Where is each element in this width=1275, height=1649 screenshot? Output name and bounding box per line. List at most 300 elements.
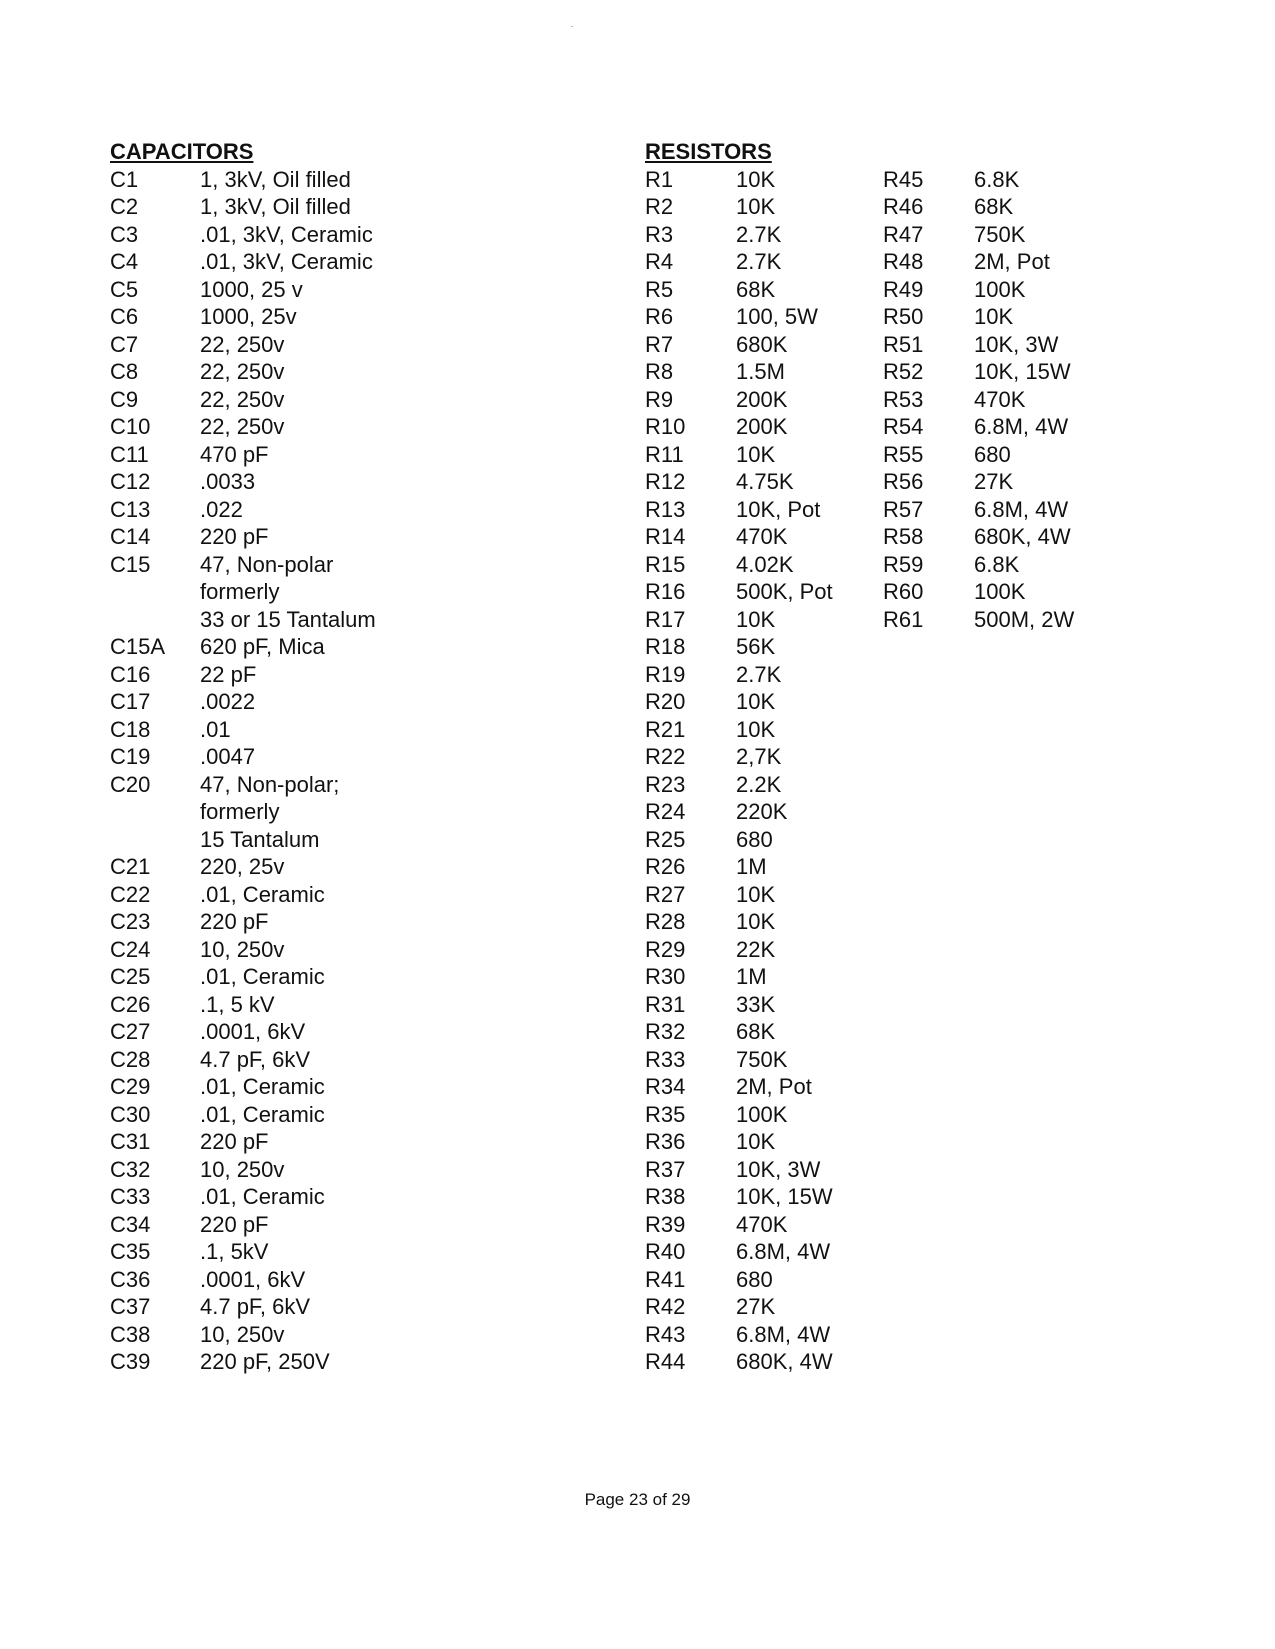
capacitor-value-line: 220 pF, 250V xyxy=(200,1349,330,1374)
resistor-value: 10K, 15W xyxy=(974,359,1071,384)
resistor-ref: R57 xyxy=(883,496,924,522)
resistor-value: 10K xyxy=(736,441,776,467)
resistor-value: 1M xyxy=(736,854,767,879)
resistor-row xyxy=(645,1073,833,1101)
capacitor-row xyxy=(110,1266,376,1294)
capacitor-ref: C27 xyxy=(110,1019,151,1044)
capacitor-value xyxy=(200,248,373,276)
capacitor-row xyxy=(110,743,376,771)
resistor-value: 6.8M, 4W xyxy=(974,496,1069,522)
capacitor-row xyxy=(110,963,376,991)
heading-spacer xyxy=(883,138,1074,166)
capacitor-row xyxy=(110,248,376,276)
capacitor-row xyxy=(110,358,376,386)
capacitor-value-line: 4.7 pF, 6kV xyxy=(200,1294,311,1319)
resistor-row xyxy=(883,193,1074,221)
capacitor-value-line: 47, Non-polar xyxy=(200,551,334,577)
resistor-ref: R60 xyxy=(883,579,924,604)
capacitor-value xyxy=(200,1211,269,1239)
capacitor-ref: C16 xyxy=(110,661,151,687)
resistor-ref: R38 xyxy=(645,1184,686,1209)
resistors-heading: RESISTORS xyxy=(645,139,772,164)
resistor-value: 4.75K xyxy=(736,469,794,494)
resistor-ref: R27 xyxy=(645,881,686,907)
resistor-value: 10K, 3W xyxy=(736,1156,821,1182)
resistor-row xyxy=(645,221,833,249)
resistors-column xyxy=(645,138,833,1376)
capacitor-value xyxy=(200,1073,325,1101)
resistor-ref: R40 xyxy=(645,1239,686,1264)
capacitor-ref: C3 xyxy=(110,221,139,247)
capacitor-ref: C7 xyxy=(110,331,139,357)
resistor-value: 22K xyxy=(736,936,776,962)
resistor-row xyxy=(645,276,833,304)
resistors-continued-column xyxy=(883,138,1074,633)
resistor-row xyxy=(645,386,833,414)
capacitor-row xyxy=(110,688,376,716)
resistor-value: 10K xyxy=(974,304,1014,329)
capacitor-value xyxy=(200,166,351,194)
resistor-ref: R12 xyxy=(645,469,686,494)
capacitor-value xyxy=(200,1046,310,1074)
capacitor-value xyxy=(200,358,284,386)
capacitor-row xyxy=(110,1211,376,1239)
capacitor-row xyxy=(110,413,376,441)
resistor-value: 6.8M, 4W xyxy=(974,414,1069,439)
resistor-ref: R2 xyxy=(645,194,674,219)
page-number: Page 23 of 29 xyxy=(584,1490,691,1509)
capacitor-value xyxy=(200,688,255,716)
resistor-row xyxy=(645,1211,833,1239)
capacitor-ref: C32 xyxy=(110,1156,151,1182)
resistor-value: 56K xyxy=(736,634,776,659)
resistor-value: 220K xyxy=(736,799,788,824)
capacitor-value xyxy=(200,1101,325,1129)
resistor-value: 33K xyxy=(736,991,776,1017)
capacitor-value-line: 220 pF xyxy=(200,524,269,549)
capacitor-ref: C5 xyxy=(110,276,139,302)
capacitor-value xyxy=(200,551,376,634)
capacitor-ref: C19 xyxy=(110,744,151,769)
capacitor-value-line: .1, 5 kV xyxy=(200,991,275,1017)
resistor-value: 6.8M, 4W xyxy=(736,1239,831,1264)
resistor-row xyxy=(645,578,833,606)
resistor-row xyxy=(645,743,833,771)
resistor-value: 500M, 2W xyxy=(974,606,1075,632)
resistor-row xyxy=(883,358,1074,386)
capacitor-row xyxy=(110,991,376,1019)
capacitor-value-line: 33 or 15 Tantalum xyxy=(200,606,376,632)
capacitor-value-line: .1, 5kV xyxy=(200,1239,269,1264)
capacitor-value xyxy=(200,881,325,909)
scan-speck xyxy=(571,26,573,27)
resistor-ref: R22 xyxy=(645,744,686,769)
resistor-value: 2.7K xyxy=(736,249,782,274)
resistor-ref: R25 xyxy=(645,826,686,852)
resistor-row xyxy=(883,551,1074,579)
resistor-value: 750K xyxy=(974,221,1026,247)
capacitor-value-line: 22, 250v xyxy=(200,331,285,357)
resistor-row xyxy=(645,606,833,634)
capacitor-value xyxy=(200,1156,284,1184)
capacitor-value-line: .0001, 6kV xyxy=(200,1019,306,1044)
resistor-ref: R56 xyxy=(883,469,924,494)
capacitor-value xyxy=(200,1348,330,1376)
capacitor-row xyxy=(110,496,376,524)
capacitors-column xyxy=(110,138,376,1376)
resistor-row xyxy=(645,688,833,716)
resistor-row xyxy=(645,358,833,386)
capacitor-value-line: 22 pF xyxy=(200,661,257,687)
capacitor-value xyxy=(200,468,255,496)
resistor-value: 100K xyxy=(736,1101,788,1127)
capacitor-value xyxy=(200,1238,268,1266)
capacitor-value-line: .0033 xyxy=(200,469,256,494)
resistor-value: 470K xyxy=(974,386,1026,412)
capacitor-row xyxy=(110,1156,376,1184)
resistor-value: 27K xyxy=(736,1294,776,1319)
resistor-ref: R17 xyxy=(645,606,686,632)
capacitor-value xyxy=(200,193,351,221)
capacitor-ref: C31 xyxy=(110,1129,151,1154)
resistor-value: 10K xyxy=(736,689,776,714)
resistor-ref: R33 xyxy=(645,1046,686,1072)
resistor-row xyxy=(645,881,833,909)
capacitor-row xyxy=(110,1238,376,1266)
resistor-value: 100, 5W xyxy=(736,304,818,329)
resistor-value: 10K xyxy=(736,194,776,219)
capacitor-value-line: 47, Non-polar; xyxy=(200,771,340,797)
capacitor-value-line: .01 xyxy=(200,716,231,742)
capacitor-value-line: .01, 3kV, Ceramic xyxy=(200,221,373,247)
resistor-row xyxy=(645,551,833,579)
resistor-row xyxy=(645,716,833,744)
capacitor-ref: C12 xyxy=(110,469,151,494)
resistor-value: 10K xyxy=(736,909,776,934)
capacitor-ref: C21 xyxy=(110,854,151,879)
resistor-ref: R54 xyxy=(883,414,924,439)
resistor-value: 200K xyxy=(736,386,788,412)
capacitor-row xyxy=(110,1183,376,1211)
resistor-ref: R48 xyxy=(883,249,924,274)
capacitor-row xyxy=(110,936,376,964)
resistor-ref: R45 xyxy=(883,166,924,192)
capacitor-ref: C20 xyxy=(110,771,151,797)
capacitor-ref: C37 xyxy=(110,1294,151,1319)
resistor-row xyxy=(883,221,1074,249)
capacitor-row xyxy=(110,716,376,744)
resistor-value: 10K, 15W xyxy=(736,1184,833,1209)
resistor-value: 4.02K xyxy=(736,551,794,577)
resistor-ref: R53 xyxy=(883,386,924,412)
capacitor-value-line: .0022 xyxy=(200,689,256,714)
resistor-value: 2M, Pot xyxy=(736,1074,812,1099)
resistor-row xyxy=(645,468,833,496)
resistor-ref: R19 xyxy=(645,661,686,687)
capacitor-row xyxy=(110,1073,376,1101)
capacitor-value xyxy=(200,441,269,469)
capacitor-row xyxy=(110,303,376,331)
capacitor-ref: C28 xyxy=(110,1046,151,1072)
resistor-value: 10K xyxy=(736,881,776,907)
resistor-value: 10K xyxy=(736,166,776,192)
resistor-value: 750K xyxy=(736,1046,788,1072)
resistor-row xyxy=(645,798,833,826)
resistor-row xyxy=(645,248,833,276)
resistor-row xyxy=(883,331,1074,359)
capacitor-ref: C34 xyxy=(110,1211,151,1237)
capacitor-ref: C13 xyxy=(110,496,151,522)
capacitor-value xyxy=(200,221,373,249)
resistor-value: 6.8K xyxy=(974,166,1020,192)
capacitor-value-line: .01, Ceramic xyxy=(200,1074,325,1099)
resistor-ref: R1 xyxy=(645,166,674,192)
resistor-value: 27K xyxy=(974,469,1014,494)
capacitor-value-line: .01, Ceramic xyxy=(200,1101,325,1127)
resistor-ref: R29 xyxy=(645,936,686,962)
resistor-value: 10K xyxy=(736,1129,776,1154)
resistor-value: 500K, Pot xyxy=(736,579,833,604)
resistor-ref: R13 xyxy=(645,496,686,522)
resistor-row xyxy=(645,496,833,524)
resistor-ref: R37 xyxy=(645,1156,686,1182)
capacitor-ref: C22 xyxy=(110,881,151,907)
capacitor-row xyxy=(110,881,376,909)
capacitor-value xyxy=(200,1128,269,1156)
capacitor-ref: C1 xyxy=(110,166,139,192)
resistor-ref: R43 xyxy=(645,1321,686,1347)
capacitor-ref: C15 xyxy=(110,551,151,577)
resistor-ref: R18 xyxy=(645,634,686,659)
capacitor-value-line: 1000, 25 v xyxy=(200,276,303,302)
capacitor-ref: C18 xyxy=(110,716,151,742)
resistor-ref: R14 xyxy=(645,524,686,549)
capacitor-ref: C17 xyxy=(110,689,151,714)
resistor-ref: R52 xyxy=(883,359,924,384)
resistor-row xyxy=(883,468,1074,496)
capacitor-ref: C6 xyxy=(110,304,139,329)
resistor-ref: R16 xyxy=(645,579,686,604)
resistor-ref: R35 xyxy=(645,1101,686,1127)
capacitor-row xyxy=(110,331,376,359)
resistor-ref: R46 xyxy=(883,194,924,219)
capacitor-value xyxy=(200,853,284,881)
capacitor-row xyxy=(110,276,376,304)
resistor-row xyxy=(645,1101,833,1129)
resistor-ref: R36 xyxy=(645,1129,686,1154)
resistor-ref: R47 xyxy=(883,221,924,247)
resistor-value: 10K xyxy=(736,606,776,632)
capacitor-value-line: 4.7 pF, 6kV xyxy=(200,1046,311,1072)
capacitor-ref: C8 xyxy=(110,359,139,384)
resistor-value: 1.5M xyxy=(736,359,785,384)
resistor-ref: R3 xyxy=(645,221,674,247)
resistor-value: 680K, 4W xyxy=(974,524,1071,549)
resistor-ref: R39 xyxy=(645,1211,686,1237)
resistor-ref: R20 xyxy=(645,689,686,714)
capacitor-value-line: 22, 250v xyxy=(200,359,285,384)
resistor-row xyxy=(645,936,833,964)
capacitor-value-line: 1, 3kV, Oil filled xyxy=(200,194,351,219)
resistor-value: 10K, 3W xyxy=(974,331,1059,357)
resistor-ref: R42 xyxy=(645,1294,686,1319)
capacitor-value-line: .01, 3kV, Ceramic xyxy=(200,249,373,274)
capacitor-value-line: 15 Tantalum xyxy=(200,826,320,852)
capacitor-ref: C38 xyxy=(110,1321,151,1347)
resistor-row xyxy=(883,166,1074,194)
resistor-value: 2.2K xyxy=(736,771,782,797)
resistor-row xyxy=(645,413,833,441)
capacitor-value-line: 1000, 25v xyxy=(200,304,297,329)
resistor-ref: R49 xyxy=(883,276,924,302)
resistor-row xyxy=(883,276,1074,304)
capacitor-row xyxy=(110,221,376,249)
resistor-ref: R58 xyxy=(883,524,924,549)
capacitor-row xyxy=(110,386,376,414)
resistor-row xyxy=(883,578,1074,606)
capacitor-row xyxy=(110,1293,376,1321)
capacitor-ref: C2 xyxy=(110,194,139,219)
capacitor-row xyxy=(110,193,376,221)
resistor-row xyxy=(645,633,833,661)
resistor-ref: R6 xyxy=(645,304,674,329)
capacitor-value-line: 10, 250v xyxy=(200,1156,285,1182)
resistor-row xyxy=(883,441,1074,469)
resistor-value: 680K, 4W xyxy=(736,1349,833,1374)
capacitor-value xyxy=(200,908,269,936)
resistor-value: 2M, Pot xyxy=(974,249,1050,274)
resistor-row xyxy=(883,248,1074,276)
resistor-row xyxy=(645,1266,833,1294)
capacitor-ref: C26 xyxy=(110,991,151,1017)
capacitor-value xyxy=(200,1266,305,1294)
resistor-row xyxy=(883,303,1074,331)
resistor-row xyxy=(645,1183,833,1211)
capacitor-row xyxy=(110,441,376,469)
resistor-ref: R55 xyxy=(883,441,924,467)
capacitor-value-line: .022 xyxy=(200,496,243,522)
resistor-ref: R61 xyxy=(883,606,924,632)
capacitor-row xyxy=(110,1018,376,1046)
resistor-ref: R50 xyxy=(883,304,924,329)
capacitor-value xyxy=(200,523,269,551)
resistors-list xyxy=(645,166,833,1376)
capacitor-ref: C23 xyxy=(110,909,151,934)
resistor-row xyxy=(645,1156,833,1184)
resistor-row xyxy=(645,771,833,799)
capacitor-value-line: 220 pF xyxy=(200,1211,269,1237)
resistor-value: 2,7K xyxy=(736,744,782,769)
resistor-row xyxy=(645,1321,833,1349)
capacitor-ref: C11 xyxy=(110,441,149,467)
capacitor-row xyxy=(110,551,376,634)
capacitor-value-line: .01, Ceramic xyxy=(200,964,325,989)
resistor-ref: R8 xyxy=(645,359,674,384)
resistor-value: 470K xyxy=(736,1211,788,1237)
resistor-ref: R9 xyxy=(645,386,674,412)
resistor-row xyxy=(645,661,833,689)
resistor-ref: R4 xyxy=(645,249,674,274)
resistor-ref: R26 xyxy=(645,854,686,879)
capacitor-value xyxy=(200,331,284,359)
resistor-row xyxy=(883,523,1074,551)
capacitor-row xyxy=(110,633,376,661)
resistor-row xyxy=(645,523,833,551)
resistor-ref: R30 xyxy=(645,964,686,989)
resistor-row xyxy=(883,413,1074,441)
capacitor-row xyxy=(110,908,376,936)
capacitor-value-line: formerly xyxy=(200,579,280,604)
capacitor-value-line: 10, 250v xyxy=(200,936,285,962)
resistor-row xyxy=(645,853,833,881)
capacitor-ref: C14 xyxy=(110,524,151,549)
capacitor-value-line: 22, 250v xyxy=(200,414,285,439)
capacitor-value xyxy=(200,276,303,304)
capacitor-ref: C25 xyxy=(110,964,151,989)
resistor-value: 200K xyxy=(736,414,788,439)
resistor-value: 680 xyxy=(974,441,1011,467)
capacitor-ref: C24 xyxy=(110,936,151,962)
capacitor-value-line: .01, Ceramic xyxy=(200,881,325,907)
capacitor-ref: C33 xyxy=(110,1184,151,1209)
capacitor-value xyxy=(200,413,284,441)
capacitor-value-line: .01, Ceramic xyxy=(200,1184,325,1209)
capacitor-value xyxy=(200,1018,305,1046)
resistors-continued-list xyxy=(883,166,1074,634)
resistor-value: 10K xyxy=(736,716,776,742)
resistor-row xyxy=(645,331,833,359)
capacitor-value-line: 1, 3kV, Oil filled xyxy=(200,166,351,192)
resistor-row xyxy=(645,1128,833,1156)
capacitor-value xyxy=(200,633,325,661)
resistor-value: 68K xyxy=(736,1019,776,1044)
resistor-value: 6.8K xyxy=(974,551,1020,577)
resistor-value: 6.8M, 4W xyxy=(736,1321,831,1347)
capacitor-row xyxy=(110,166,376,194)
capacitor-value xyxy=(200,1293,310,1321)
capacitor-value xyxy=(200,936,284,964)
resistor-ref: R28 xyxy=(645,909,686,934)
capacitor-value xyxy=(200,661,256,689)
resistor-ref: R34 xyxy=(645,1074,686,1099)
capacitor-row xyxy=(110,1348,376,1376)
resistor-value: 680 xyxy=(736,826,773,852)
resistor-row xyxy=(883,386,1074,414)
resistor-row xyxy=(645,991,833,1019)
capacitor-value xyxy=(200,1183,325,1211)
capacitor-value xyxy=(200,743,255,771)
resistor-value: 1M xyxy=(736,964,767,989)
resistor-row xyxy=(645,1293,833,1321)
capacitor-value-line: 470 pF xyxy=(200,441,269,467)
resistor-value: 680K xyxy=(736,331,788,357)
resistor-row xyxy=(883,496,1074,524)
capacitor-value-line: 220, 25v xyxy=(200,854,285,879)
capacitor-row xyxy=(110,1101,376,1129)
resistor-ref: R44 xyxy=(645,1349,686,1374)
resistor-ref: R5 xyxy=(645,276,674,302)
capacitor-value xyxy=(200,991,275,1019)
capacitor-value xyxy=(200,771,339,854)
resistor-ref: R7 xyxy=(645,331,674,357)
capacitor-row xyxy=(110,468,376,496)
resistor-ref: R32 xyxy=(645,1019,686,1044)
capacitor-row xyxy=(110,853,376,881)
resistor-ref: R59 xyxy=(883,551,924,577)
capacitor-value-line: 22, 250v xyxy=(200,386,285,412)
capacitor-value xyxy=(200,386,284,414)
capacitor-value-line: 620 pF, Mica xyxy=(200,634,325,659)
